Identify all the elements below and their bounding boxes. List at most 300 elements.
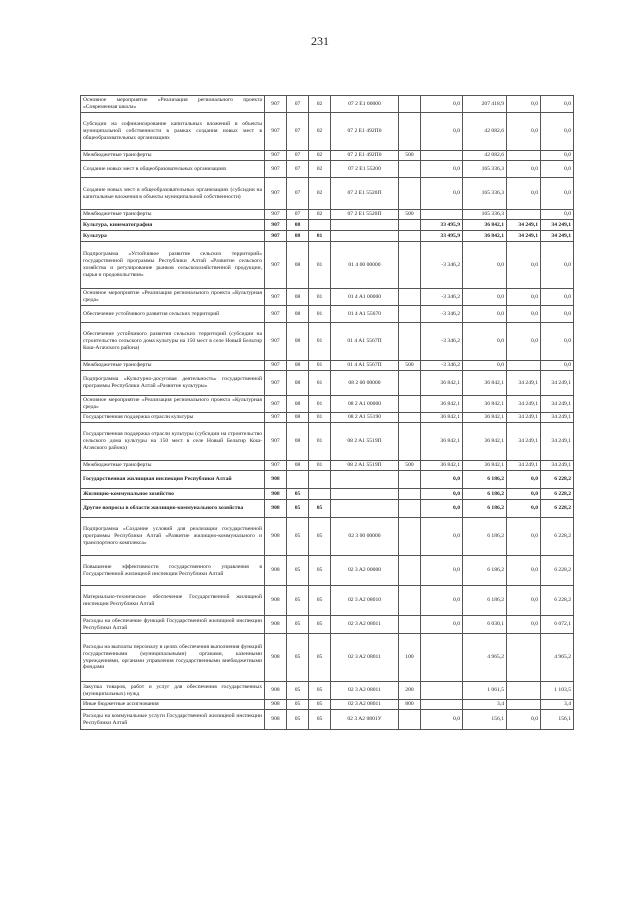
row-ved-cell: 908 xyxy=(265,500,287,518)
row-amount-3-cell: 0,0 xyxy=(507,96,541,113)
table-row xyxy=(81,220,574,231)
row-expense-type-cell: 200 xyxy=(399,682,421,700)
row-expense-type-cell xyxy=(399,161,421,178)
row-target-article-cell: 02 3 A2 08011 xyxy=(331,634,399,682)
row-amount-3-cell: 34 249,1 xyxy=(507,461,541,471)
row-name-cell: Повышение эффективности государственного управления в Государственной жилищной инспекции Республики Алтай xyxy=(81,556,265,586)
row-amount-4-cell: 0,0 xyxy=(541,242,574,289)
row-amount-2-cell: 36 842,1 xyxy=(463,231,507,242)
table-row xyxy=(81,586,574,616)
row-target-article-cell xyxy=(331,489,399,500)
budget-table-body xyxy=(81,96,574,730)
row-target-article-cell xyxy=(331,220,399,231)
table-row xyxy=(81,556,574,586)
row-subsection-cell: 05 xyxy=(309,500,331,518)
row-subsection-cell: 02 xyxy=(309,96,331,113)
row-amount-2-cell: 36 842,1 xyxy=(463,220,507,231)
row-amount-4-cell: 1 103,5 xyxy=(541,682,574,700)
row-name-cell: Подпрограмма «Культурно-досуговая деятельность» государственной программы Республики Алтай «Развитие культуры» xyxy=(81,371,265,396)
row-amount-3-cell xyxy=(507,151,541,161)
row-subsection-cell: 01 xyxy=(309,306,331,323)
row-amount-3-cell: 0,0 xyxy=(507,306,541,323)
row-section-cell: 08 xyxy=(287,231,309,242)
row-target-article-cell xyxy=(331,500,399,518)
row-ved-cell: 907 xyxy=(265,113,287,151)
row-section-cell: 05 xyxy=(287,500,309,518)
table-row xyxy=(81,151,574,161)
row-expense-type-cell xyxy=(399,423,421,461)
table-row xyxy=(81,361,574,371)
row-ved-cell: 907 xyxy=(265,323,287,361)
row-ved-cell: 908 xyxy=(265,682,287,700)
row-amount-1-cell: 36 842,1 xyxy=(421,423,463,461)
row-section-cell: 07 xyxy=(287,178,309,210)
row-amount-4-cell: 6 072,1 xyxy=(541,616,574,634)
row-amount-4-cell: 0,0 xyxy=(541,178,574,210)
row-amount-3-cell: 0,0 xyxy=(507,518,541,556)
row-amount-3-cell: 0,0 xyxy=(507,586,541,616)
row-section-cell: 05 xyxy=(287,700,309,710)
row-name-cell: Межбюджетные трансферты xyxy=(81,461,265,471)
row-subsection-cell: 01 xyxy=(309,361,331,371)
row-name-cell: Основное мероприятие «Реализация регионального проекта «Культурная среда» xyxy=(81,289,265,306)
row-expense-type-cell xyxy=(399,396,421,413)
row-amount-1-cell: 36 842,1 xyxy=(421,396,463,413)
row-amount-1-cell: 0,0 xyxy=(421,113,463,151)
row-amount-3-cell: 0,0 xyxy=(507,178,541,210)
row-amount-3-cell xyxy=(507,361,541,371)
row-subsection-cell: 01 xyxy=(309,323,331,361)
row-name-cell: Создание новых мест в общеобразовательных организациях (субсидии на капитальные вложения в объекты муниципальной собственности) xyxy=(81,178,265,210)
row-ved-cell: 907 xyxy=(265,461,287,471)
row-amount-3-cell: 0,0 xyxy=(507,161,541,178)
row-subsection-cell: 01 xyxy=(309,371,331,396)
row-section-cell: 07 xyxy=(287,151,309,161)
row-expense-type-cell xyxy=(399,471,421,489)
row-ved-cell: 907 xyxy=(265,151,287,161)
row-section-cell: 05 xyxy=(287,634,309,682)
row-amount-2-cell: 207 418,9 xyxy=(463,96,507,113)
row-amount-4-cell: 0,0 xyxy=(541,361,574,371)
table-row xyxy=(81,489,574,500)
row-amount-4-cell: 6 228,2 xyxy=(541,556,574,586)
row-amount-1-cell xyxy=(421,634,463,682)
table-row xyxy=(81,500,574,518)
row-target-article-cell: 08 2 A1 55190 xyxy=(331,413,399,423)
row-subsection-cell: 02 xyxy=(309,178,331,210)
row-expense-type-cell: 500 xyxy=(399,361,421,371)
row-amount-1-cell: 0,0 xyxy=(421,586,463,616)
row-target-article-cell xyxy=(331,471,399,489)
row-section-cell: 08 xyxy=(287,371,309,396)
row-ved-cell: 908 xyxy=(265,471,287,489)
row-amount-3-cell: 34 249,1 xyxy=(507,423,541,461)
row-amount-2-cell: 6 186,2 xyxy=(463,586,507,616)
row-expense-type-cell xyxy=(399,616,421,634)
row-target-article-cell: 02 3 A2 08011 xyxy=(331,700,399,710)
row-section-cell: 07 xyxy=(287,161,309,178)
row-section-cell: 08 xyxy=(287,289,309,306)
row-subsection-cell: 01 xyxy=(309,231,331,242)
row-amount-2-cell: 1 061,5 xyxy=(463,682,507,700)
row-amount-2-cell: 0,0 xyxy=(463,361,507,371)
row-amount-1-cell: 36 842,1 xyxy=(421,371,463,396)
row-amount-1-cell xyxy=(421,700,463,710)
row-subsection-cell: 05 xyxy=(309,634,331,682)
row-amount-1-cell: 33 495,9 xyxy=(421,220,463,231)
row-name-cell: Расходы на выплаты персоналу в целях обеспечения выполнения функций государственными (муниципальными) органами, казенными учреждениями, органами управления государственными внебюджетными фондами xyxy=(81,634,265,682)
row-name-cell: Жилищно-коммунальное хозяйство xyxy=(81,489,265,500)
row-amount-4-cell: 4 965,2 xyxy=(541,634,574,682)
row-amount-1-cell: 0,0 xyxy=(421,500,463,518)
row-amount-2-cell: 36 842,1 xyxy=(463,413,507,423)
row-name-cell: Межбюджетные трансферты xyxy=(81,361,265,371)
row-name-cell: Другие вопросы в области жилищно-коммунального хозяйства xyxy=(81,500,265,518)
row-amount-3-cell xyxy=(507,210,541,220)
row-section-cell: 08 xyxy=(287,220,309,231)
row-amount-3-cell xyxy=(507,634,541,682)
row-expense-type-cell: 500 xyxy=(399,151,421,161)
table-row xyxy=(81,161,574,178)
row-ved-cell: 908 xyxy=(265,489,287,500)
row-amount-4-cell: 34 249,1 xyxy=(541,461,574,471)
row-name-cell: Обеспечение устойчивого развития сельских территорий xyxy=(81,306,265,323)
row-amount-1-cell: 0,0 xyxy=(421,710,463,730)
row-name-cell: Расходы на обеспечение функций Государственной жилищной инспекции Республики Алтай xyxy=(81,616,265,634)
row-subsection-cell: 05 xyxy=(309,616,331,634)
budget-table xyxy=(80,95,574,730)
row-section-cell: 05 xyxy=(287,682,309,700)
row-section-cell: 05 xyxy=(287,518,309,556)
row-amount-2-cell: 42 082,6 xyxy=(463,113,507,151)
row-ved-cell: 908 xyxy=(265,586,287,616)
row-name-cell: Создание новых мест в общеобразовательных организациях xyxy=(81,161,265,178)
page-number: 231 xyxy=(311,34,329,48)
row-expense-type-cell xyxy=(399,586,421,616)
row-amount-4-cell: 34 249,1 xyxy=(541,423,574,461)
row-subsection-cell: 05 xyxy=(309,682,331,700)
row-amount-2-cell: 36 842,1 xyxy=(463,396,507,413)
row-amount-4-cell: 34 249,1 xyxy=(541,413,574,423)
row-target-article-cell: 07 2 E1 5520П xyxy=(331,210,399,220)
row-section-cell: 08 xyxy=(287,306,309,323)
row-amount-3-cell: 34 249,1 xyxy=(507,396,541,413)
row-subsection-cell: 02 xyxy=(309,210,331,220)
row-subsection-cell: 05 xyxy=(309,710,331,730)
row-amount-3-cell: 0,0 xyxy=(507,471,541,489)
row-amount-4-cell: 6 228,2 xyxy=(541,500,574,518)
row-amount-4-cell: 3,4 xyxy=(541,700,574,710)
row-amount-2-cell: 165 336,3 xyxy=(463,178,507,210)
row-amount-2-cell: 0,0 xyxy=(463,289,507,306)
row-name-cell: Обеспечение устойчивого развития сельских территорий (субсидии на строительство сельского дома культуры на 150 мест в селе Новый Бельтир Кош-Агачского района) xyxy=(81,323,265,361)
table-row xyxy=(81,178,574,210)
row-expense-type-cell: 800 xyxy=(399,700,421,710)
table-row xyxy=(81,423,574,461)
row-amount-3-cell: 34 249,1 xyxy=(507,371,541,396)
row-subsection-cell xyxy=(309,220,331,231)
row-expense-type-cell xyxy=(399,242,421,289)
row-expense-type-cell xyxy=(399,178,421,210)
row-target-article-cell: 08 2 A1 5519П xyxy=(331,423,399,461)
row-amount-3-cell: 0,0 xyxy=(507,710,541,730)
row-subsection-cell: 01 xyxy=(309,423,331,461)
row-amount-3-cell: 0,0 xyxy=(507,500,541,518)
row-expense-type-cell xyxy=(399,489,421,500)
row-ved-cell: 907 xyxy=(265,220,287,231)
row-ved-cell: 908 xyxy=(265,556,287,586)
row-amount-2-cell: 36 842,1 xyxy=(463,423,507,461)
row-name-cell: Основное мероприятие «Реализация регионального проекта «Культурная среда» xyxy=(81,396,265,413)
row-name-cell: Государственная поддержка отрасли культуры xyxy=(81,413,265,423)
row-expense-type-cell: 500 xyxy=(399,210,421,220)
table-row xyxy=(81,306,574,323)
row-amount-2-cell: 0,0 xyxy=(463,242,507,289)
table-row xyxy=(81,471,574,489)
row-amount-1-cell: 36 842,1 xyxy=(421,413,463,423)
row-amount-1-cell: 0,0 xyxy=(421,471,463,489)
row-section-cell: 07 xyxy=(287,210,309,220)
row-subsection-cell: 02 xyxy=(309,113,331,151)
row-subsection-cell: 05 xyxy=(309,518,331,556)
row-amount-1-cell: -3 346,2 xyxy=(421,361,463,371)
table-row xyxy=(81,616,574,634)
row-amount-3-cell xyxy=(507,700,541,710)
table-row xyxy=(81,210,574,220)
row-section-cell: 05 xyxy=(287,556,309,586)
row-amount-3-cell: 34 249,1 xyxy=(507,220,541,231)
row-amount-1-cell: 36 842,1 xyxy=(421,461,463,471)
row-expense-type-cell xyxy=(399,96,421,113)
row-ved-cell: 907 xyxy=(265,96,287,113)
table-row xyxy=(81,231,574,242)
row-target-article-cell: 01 4 A1 5567П xyxy=(331,361,399,371)
row-amount-2-cell: 6 186,2 xyxy=(463,500,507,518)
row-ved-cell: 907 xyxy=(265,413,287,423)
row-name-cell: Подпрограмма «Устойчивое развитие сельских территорий» государственной программы Республики Алтай «Развитие сельского хозяйства и регулирование рынков сельскохозяйственной продукции, сырья и продовольствия» xyxy=(81,242,265,289)
row-amount-2-cell: 3,4 xyxy=(463,700,507,710)
row-amount-4-cell: 0,0 xyxy=(541,289,574,306)
row-amount-4-cell: 6 228,2 xyxy=(541,471,574,489)
row-section-cell: 07 xyxy=(287,96,309,113)
row-amount-3-cell: 0,0 xyxy=(507,323,541,361)
row-amount-1-cell: 0,0 xyxy=(421,178,463,210)
row-section-cell: 05 xyxy=(287,489,309,500)
row-name-cell: Государственная поддержка отрасли культуры (субсидии на строительство сельского дома культуры на 150 мест в селе Новый Бельтир Кош-Агачского района) xyxy=(81,423,265,461)
row-subsection-cell: 01 xyxy=(309,396,331,413)
row-subsection-cell: 01 xyxy=(309,242,331,289)
table-row xyxy=(81,413,574,423)
row-name-cell: Межбюджетные трансферты xyxy=(81,151,265,161)
row-amount-3-cell: 0,0 xyxy=(507,113,541,151)
row-amount-4-cell: 34 249,1 xyxy=(541,371,574,396)
row-subsection-cell: 01 xyxy=(309,461,331,471)
table-row xyxy=(81,396,574,413)
row-ved-cell: 907 xyxy=(265,161,287,178)
row-ved-cell: 907 xyxy=(265,371,287,396)
row-amount-1-cell: -3 346,2 xyxy=(421,323,463,361)
row-ved-cell: 908 xyxy=(265,710,287,730)
row-name-cell: Государственная жилищная инспекция Республики Алтай xyxy=(81,471,265,489)
row-name-cell: Субсидии на софинансирование капитальных вложений в объекты муниципальной собственности в рамках создания новых мест в общеобразовательных организациях xyxy=(81,113,265,151)
row-section-cell: 05 xyxy=(287,616,309,634)
row-ved-cell: 907 xyxy=(265,361,287,371)
row-target-article-cell: 01 4 00 00000 xyxy=(331,242,399,289)
row-amount-1-cell xyxy=(421,210,463,220)
row-expense-type-cell xyxy=(399,500,421,518)
row-target-article-cell: 01 4 A1 55670 xyxy=(331,306,399,323)
row-subsection-cell xyxy=(309,489,331,500)
row-expense-type-cell xyxy=(399,323,421,361)
row-section-cell: 08 xyxy=(287,461,309,471)
row-name-cell: Иные бюджетные ассигнования xyxy=(81,700,265,710)
row-ved-cell: 907 xyxy=(265,423,287,461)
table-row xyxy=(81,710,574,730)
row-amount-2-cell: 6 186,2 xyxy=(463,518,507,556)
row-expense-type-cell: 500 xyxy=(399,461,421,471)
row-expense-type-cell xyxy=(399,710,421,730)
row-amount-2-cell: 4 965,2 xyxy=(463,634,507,682)
row-amount-1-cell: 0,0 xyxy=(421,518,463,556)
row-name-cell: Культура, кинематография xyxy=(81,220,265,231)
row-name-cell: Культура xyxy=(81,231,265,242)
row-subsection-cell: 05 xyxy=(309,556,331,586)
row-section-cell: 08 xyxy=(287,323,309,361)
row-expense-type-cell xyxy=(399,556,421,586)
row-amount-1-cell: 0,0 xyxy=(421,489,463,500)
row-amount-2-cell: 36 842,1 xyxy=(463,461,507,471)
row-subsection-cell: 01 xyxy=(309,289,331,306)
row-amount-4-cell: 6 228,2 xyxy=(541,586,574,616)
row-amount-4-cell: 0,0 xyxy=(541,96,574,113)
row-subsection-cell xyxy=(309,471,331,489)
row-subsection-cell: 05 xyxy=(309,700,331,710)
row-amount-2-cell: 165 336,3 xyxy=(463,210,507,220)
table-row xyxy=(81,634,574,682)
row-amount-2-cell: 165 336,3 xyxy=(463,161,507,178)
row-ved-cell: 907 xyxy=(265,242,287,289)
row-section-cell: 08 xyxy=(287,413,309,423)
table-row xyxy=(81,242,574,289)
row-name-cell: Материально-техническое обеспечение Государственной жилищной инспекции Республики Алтай xyxy=(81,586,265,616)
row-target-article-cell: 08 2 A1 00000 xyxy=(331,396,399,413)
row-target-article-cell: 02 3 A2 08011 xyxy=(331,616,399,634)
row-target-article-cell: 02 3 A2 0801У xyxy=(331,710,399,730)
row-amount-2-cell: 156,1 xyxy=(463,710,507,730)
row-subsection-cell: 02 xyxy=(309,161,331,178)
row-section-cell: 08 xyxy=(287,396,309,413)
row-amount-2-cell: 6 186,2 xyxy=(463,471,507,489)
row-amount-1-cell xyxy=(421,151,463,161)
row-expense-type-cell xyxy=(399,518,421,556)
row-name-cell: Основное мероприятие «Реализация регионального проекта «Современная школа» xyxy=(81,96,265,113)
row-amount-2-cell: 36 842,1 xyxy=(463,371,507,396)
row-amount-4-cell: 6 228,2 xyxy=(541,489,574,500)
row-amount-3-cell: 34 249,1 xyxy=(507,231,541,242)
row-ved-cell: 908 xyxy=(265,616,287,634)
row-section-cell: 05 xyxy=(287,586,309,616)
row-section-cell: 08 xyxy=(287,242,309,289)
row-target-article-cell: 07 2 E1 492П0 xyxy=(331,113,399,151)
row-expense-type-cell xyxy=(399,113,421,151)
table-row xyxy=(81,700,574,710)
row-amount-2-cell: 6 030,1 xyxy=(463,616,507,634)
row-target-article-cell: 08 2 00 00000 xyxy=(331,371,399,396)
row-subsection-cell: 05 xyxy=(309,586,331,616)
row-expense-type-cell xyxy=(399,371,421,396)
row-amount-1-cell: 0,0 xyxy=(421,556,463,586)
row-amount-4-cell: 0,0 xyxy=(541,161,574,178)
row-amount-1-cell xyxy=(421,682,463,700)
row-amount-1-cell: 33 495,9 xyxy=(421,231,463,242)
row-target-article-cell: 02 3 00 00000 xyxy=(331,518,399,556)
row-target-article-cell: 07 2 E1 5520П xyxy=(331,178,399,210)
table-row xyxy=(81,113,574,151)
row-amount-2-cell: 42 082,6 xyxy=(463,151,507,161)
row-amount-4-cell: 6 228,2 xyxy=(541,518,574,556)
table-row xyxy=(81,518,574,556)
row-section-cell: 07 xyxy=(287,113,309,151)
row-ved-cell: 907 xyxy=(265,289,287,306)
row-ved-cell: 908 xyxy=(265,700,287,710)
row-amount-1-cell: -3 346,2 xyxy=(421,289,463,306)
row-target-article-cell: 07 2 E1 00000 xyxy=(331,96,399,113)
row-name-cell: Подпрограмма «Создание условий для реализации государственной программы Республики Алтай «Развитие жилищно-коммунального и транспортного комплекса» xyxy=(81,518,265,556)
row-amount-1-cell: 0,0 xyxy=(421,161,463,178)
row-expense-type-cell xyxy=(399,231,421,242)
row-amount-1-cell: 0,0 xyxy=(421,616,463,634)
row-amount-1-cell: 0,0 xyxy=(421,96,463,113)
row-ved-cell: 907 xyxy=(265,396,287,413)
row-target-article-cell: 07 2 E1 492П0 xyxy=(331,151,399,161)
row-name-cell: Закупка товаров, работ и услуг для обеспечения государственных (муниципальных) нужд xyxy=(81,682,265,700)
row-subsection-cell: 01 xyxy=(309,413,331,423)
row-ved-cell: 907 xyxy=(265,231,287,242)
table-row xyxy=(81,96,574,113)
row-target-article-cell xyxy=(331,231,399,242)
row-name-cell: Расходы на коммунальные услуги Государственной жилищной инспекции Республики Алтай xyxy=(81,710,265,730)
row-section-cell xyxy=(287,471,309,489)
row-name-cell: Межбюджетные трансферты xyxy=(81,210,265,220)
row-ved-cell: 907 xyxy=(265,306,287,323)
row-amount-2-cell: 0,0 xyxy=(463,306,507,323)
row-target-article-cell: 02 3 A2 08011 xyxy=(331,682,399,700)
row-ved-cell: 907 xyxy=(265,178,287,210)
row-amount-1-cell: -3 346,2 xyxy=(421,242,463,289)
row-target-article-cell: 07 2 E1 55200 xyxy=(331,161,399,178)
row-amount-3-cell: 0,0 xyxy=(507,616,541,634)
row-amount-4-cell: 0,0 xyxy=(541,323,574,361)
row-amount-3-cell: 0,0 xyxy=(507,242,541,289)
row-amount-2-cell: 6 186,2 xyxy=(463,556,507,586)
row-amount-4-cell: 0,0 xyxy=(541,151,574,161)
row-amount-3-cell: 0,0 xyxy=(507,556,541,586)
row-amount-4-cell: 0,0 xyxy=(541,306,574,323)
row-expense-type-cell xyxy=(399,413,421,423)
row-subsection-cell: 02 xyxy=(309,151,331,161)
row-amount-3-cell xyxy=(507,682,541,700)
row-ved-cell: 908 xyxy=(265,518,287,556)
row-expense-type-cell: 100 xyxy=(399,634,421,682)
row-amount-2-cell: 6 186,2 xyxy=(463,489,507,500)
row-amount-4-cell: 34 249,1 xyxy=(541,231,574,242)
row-target-article-cell: 01 4 A1 00000 xyxy=(331,289,399,306)
row-amount-3-cell: 34 249,1 xyxy=(507,413,541,423)
row-ved-cell: 907 xyxy=(265,210,287,220)
row-target-article-cell: 02 3 A2 08010 xyxy=(331,586,399,616)
table-row xyxy=(81,371,574,396)
row-amount-4-cell: 156,1 xyxy=(541,710,574,730)
